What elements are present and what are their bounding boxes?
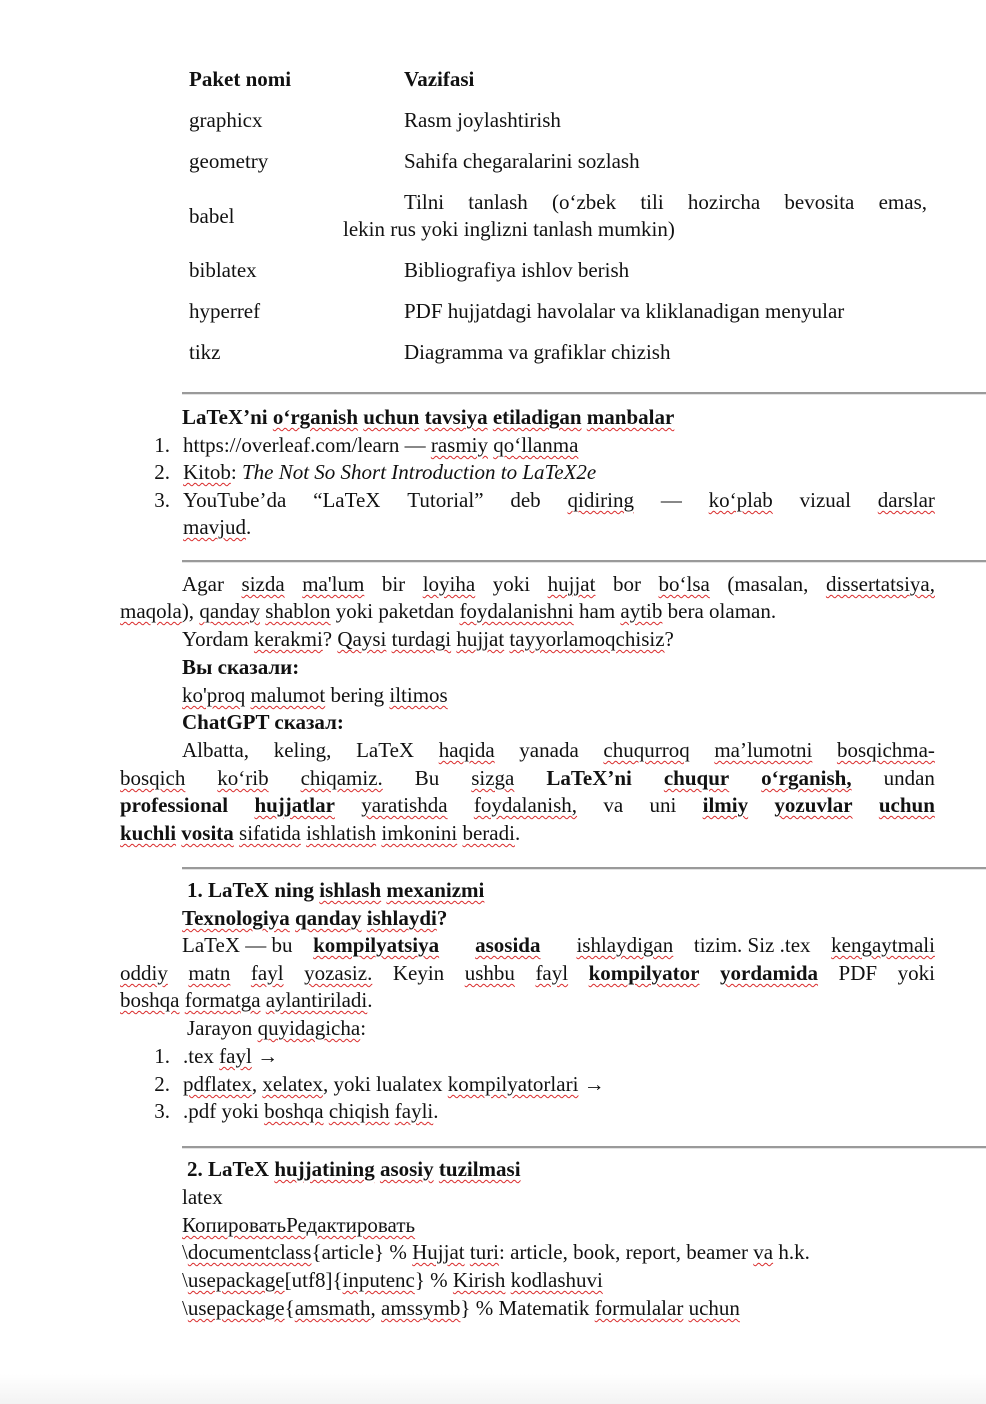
process-step: pdflatex, xelatex, yoki lualatex kompilyatorlari →: [183, 1072, 605, 1096]
paragraph-offer-cont: maqola), qanday shablon yoki paketdan foydalanishni ham aytib bera olaman.: [120, 599, 777, 623]
user-message: ko'proq malumot bering iltimos: [182, 683, 448, 707]
horizontal-rule: [182, 560, 986, 563]
resource-item-youtube-cont: mavjud.: [183, 515, 252, 539]
code-language-label: latex: [182, 1185, 223, 1209]
table-cell-task: Sahifa chegaralarini sozlash: [404, 149, 640, 173]
page-bottom-edge: [0, 1374, 986, 1404]
list-number: 2.: [154, 460, 170, 484]
horizontal-rule: [182, 1146, 986, 1149]
list-number: 1.: [154, 433, 170, 457]
section-1-title: 1. LaTeX ning ishlash mexanizmi: [187, 878, 485, 902]
paragraph-intro: Albatta, keling, LaTeX haqida yanada chuqurroq ma’lumotni bosqichma-: [182, 738, 935, 762]
list-number: 1.: [154, 1044, 170, 1068]
paragraph-intro-cont: bosqich ko‘rib chiqamiz. Bu sizga LaTeX’ni chuqur o‘rganish, undan: [120, 766, 935, 790]
table-cell-task: Tilni tanlash (o‘zbek tili hozircha bevosita emas,: [404, 190, 927, 214]
paragraph-help: Yordam kerakmi? Qaysi turdagi hujjat tayyorlamoqchisiz?: [182, 627, 674, 651]
paragraph-latex-compile: LaTeX — bu kompilyatsiya asosida ishlaydigan tizim. Siz .tex kengaytmali: [182, 933, 935, 957]
list-number: 3.: [154, 1099, 170, 1123]
table-cell-name: tikz: [189, 340, 221, 364]
table-cell-name: graphicx: [189, 108, 263, 132]
table-cell-name: hyperref: [189, 299, 261, 323]
copy-edit-label: КопироватьРедактировать: [182, 1213, 416, 1237]
paragraph-intro-cont: kuchli vosita sifatida ishlatish imkonini beradi.: [120, 821, 521, 845]
section-1-subtitle: Texnologiya qanday ishlaydi?: [182, 906, 448, 930]
section-2-title: 2. LaTeX hujjatining asosiy tuzilmasi: [187, 1157, 521, 1181]
process-step: .tex fayl →: [183, 1044, 279, 1068]
you-said-label: Вы сказали:: [182, 655, 300, 679]
resource-item-youtube: YouTube’da “LaTeX Tutorial” deb qidiring — ko‘plab vizual darslar: [183, 488, 935, 512]
code-line: \usepackage{amsmath, amssymb} % Matematik formulalar uchun: [182, 1296, 740, 1320]
table-cell-task: PDF hujjatdagi havolalar va kliklanadigan menyular: [404, 299, 845, 323]
table-cell-task: Bibliografiya ishlov berish: [404, 258, 630, 282]
table-header-task: Vazifasi: [404, 67, 475, 91]
table-cell-task: Diagramma va grafiklar chizish: [404, 340, 671, 364]
code-line: \documentclass{article} % Hujjat turi: article, book, report, beamer va h.k.: [182, 1240, 810, 1264]
process-intro: Jarayon quyidagicha:: [187, 1016, 367, 1040]
paragraph-offer: Agar sizda ma'lum bir loyiha yoki hujjat bor bo‘lsa (masalan, dissertatsiya,: [182, 572, 935, 596]
table-cell-name: babel: [189, 204, 235, 228]
table-cell-name: geometry: [189, 149, 269, 173]
resources-heading: LaTeX’ni o‘rganish uchun tavsiya etiladigan manbalar: [182, 405, 675, 429]
horizontal-rule: [182, 392, 986, 395]
process-step: .pdf yoki boshqa chiqish fayli.: [183, 1099, 439, 1123]
table-cell-task-cont: lekin rus yoki inglizni tanlash mumkin): [343, 217, 675, 241]
code-line: \usepackage[utf8]{inputenc} % Kirish kodlashuvi: [182, 1268, 603, 1292]
resource-item-overleaf: https://overleaf.com/learn — rasmiy qo‘llanma: [183, 433, 579, 457]
table-header-name: Paket nomi: [189, 67, 292, 91]
resource-item-book: Kitob: The Not So Short Introduction to LaTeX2e: [183, 460, 597, 484]
chatgpt-said-label: ChatGPT сказал:: [182, 710, 344, 734]
table-cell-name: biblatex: [189, 258, 257, 282]
list-number: 2.: [154, 1072, 170, 1096]
paragraph-latex-compile-cont: oddiy matn fayl yozasiz. Keyin ushbu fayl kompilyator yordamida PDF yoki: [120, 961, 935, 985]
table-cell-task: Rasm joylashtirish: [404, 108, 561, 132]
list-number: 3.: [154, 488, 170, 512]
horizontal-rule: [182, 867, 986, 870]
paragraph-intro-cont: professional hujjatlar yaratishda foydalanish, va uni ilmiy yozuvlar uchun: [120, 793, 935, 817]
paragraph-latex-compile-cont: boshqa formatga aylantiriladi.: [120, 988, 373, 1012]
